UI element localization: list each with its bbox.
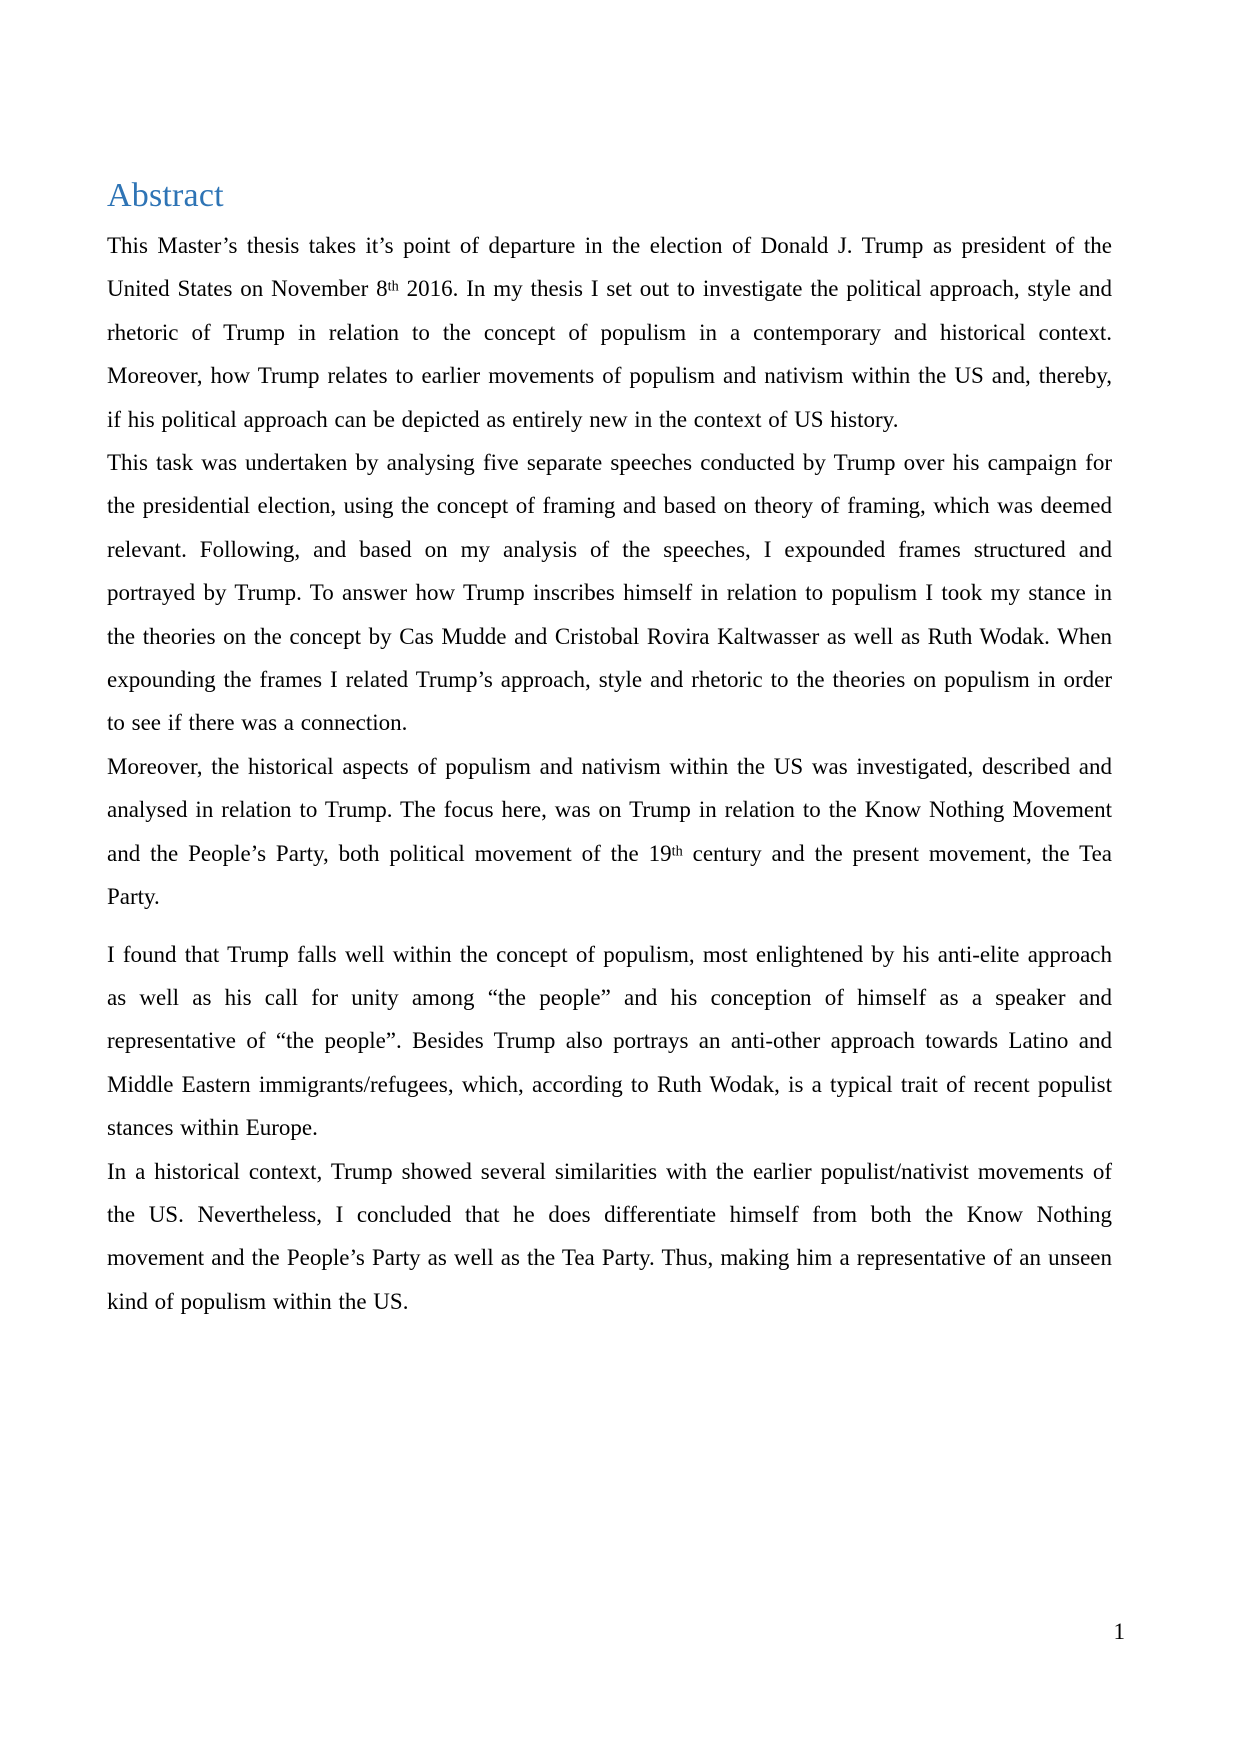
abstract-paragraph-5: In a historical context, Trump showed several similarities with the earlier populist/nativist movements of the US. Nevertheless, I concluded that he does differentiate himself from both the Know Nothing movement and the People’s Party as well as the Tea Party. Thus, making him a representative of an unseen kind of populism within the US. bbox=[107, 1158, 1112, 1314]
abstract-paragraph-1: This Master’s thesis takes it’s point of departure in the election of Donald J. Trump as president of the United States on November 8th 2016. In my thesis I set out to investigate the political approach, style and rhetoric of Trump in relation to the concept of populism in a contemporary and historical context. Moreover, how Trump relates to earlier movements of populism and nativism within the US and, thereby, if his political approach can be depicted as entirely new in the context of US history. bbox=[107, 233, 1112, 432]
abstract-paragraph-3: Moreover, the historical aspects of populism and nativism within the US was investigated, described and analysed in relation to Trump. The focus here, was on Trump in relation to the Know Nothing Movement and the People’s Party, both political movement of the 19th century and the present movement, the Tea Party. bbox=[107, 753, 1113, 910]
superscript-ordinal: th bbox=[671, 843, 683, 860]
page-number: 1 bbox=[1113, 1619, 1125, 1644]
superscript-ordinal: th bbox=[387, 279, 399, 295]
abstract-paragraph-4: I found that Trump falls well within the concept of populism, most enlightened by his anti-elite approach as well as his call for unity among “the people” and his conception of himself as a speaker and representative of “the people”. Besides Trump also portrays an anti-other approach towards Latino and Middle Eastern immigrants/refugees, which, according to Ruth Wodak, is a typical trait of recent populist stances within Europe. bbox=[107, 941, 1112, 1141]
abstract-paragraph-2: This task was undertaken by analysing five separate speeches conducted by Trump over his campaign for the presidential election, using the concept of framing and based on theory of framing, which was deemed relevant. Following, and based on my analysis of the speeches, I expounded frames structured and portrayed by Trump. To answer how Trump inscribes himself in relation to populism I took my stance in the theories on the concept by Cas Mudde and Cristobal Rovira Kaltwasser as well as Ruth Wodak. When expounding the frames I related Trump’s approach, style and rhetoric to the theories on populism in order to see if there was a connection. bbox=[107, 450, 1112, 736]
page-content bbox=[107, 175, 1112, 1323]
page-title: Abstract bbox=[107, 177, 224, 214]
